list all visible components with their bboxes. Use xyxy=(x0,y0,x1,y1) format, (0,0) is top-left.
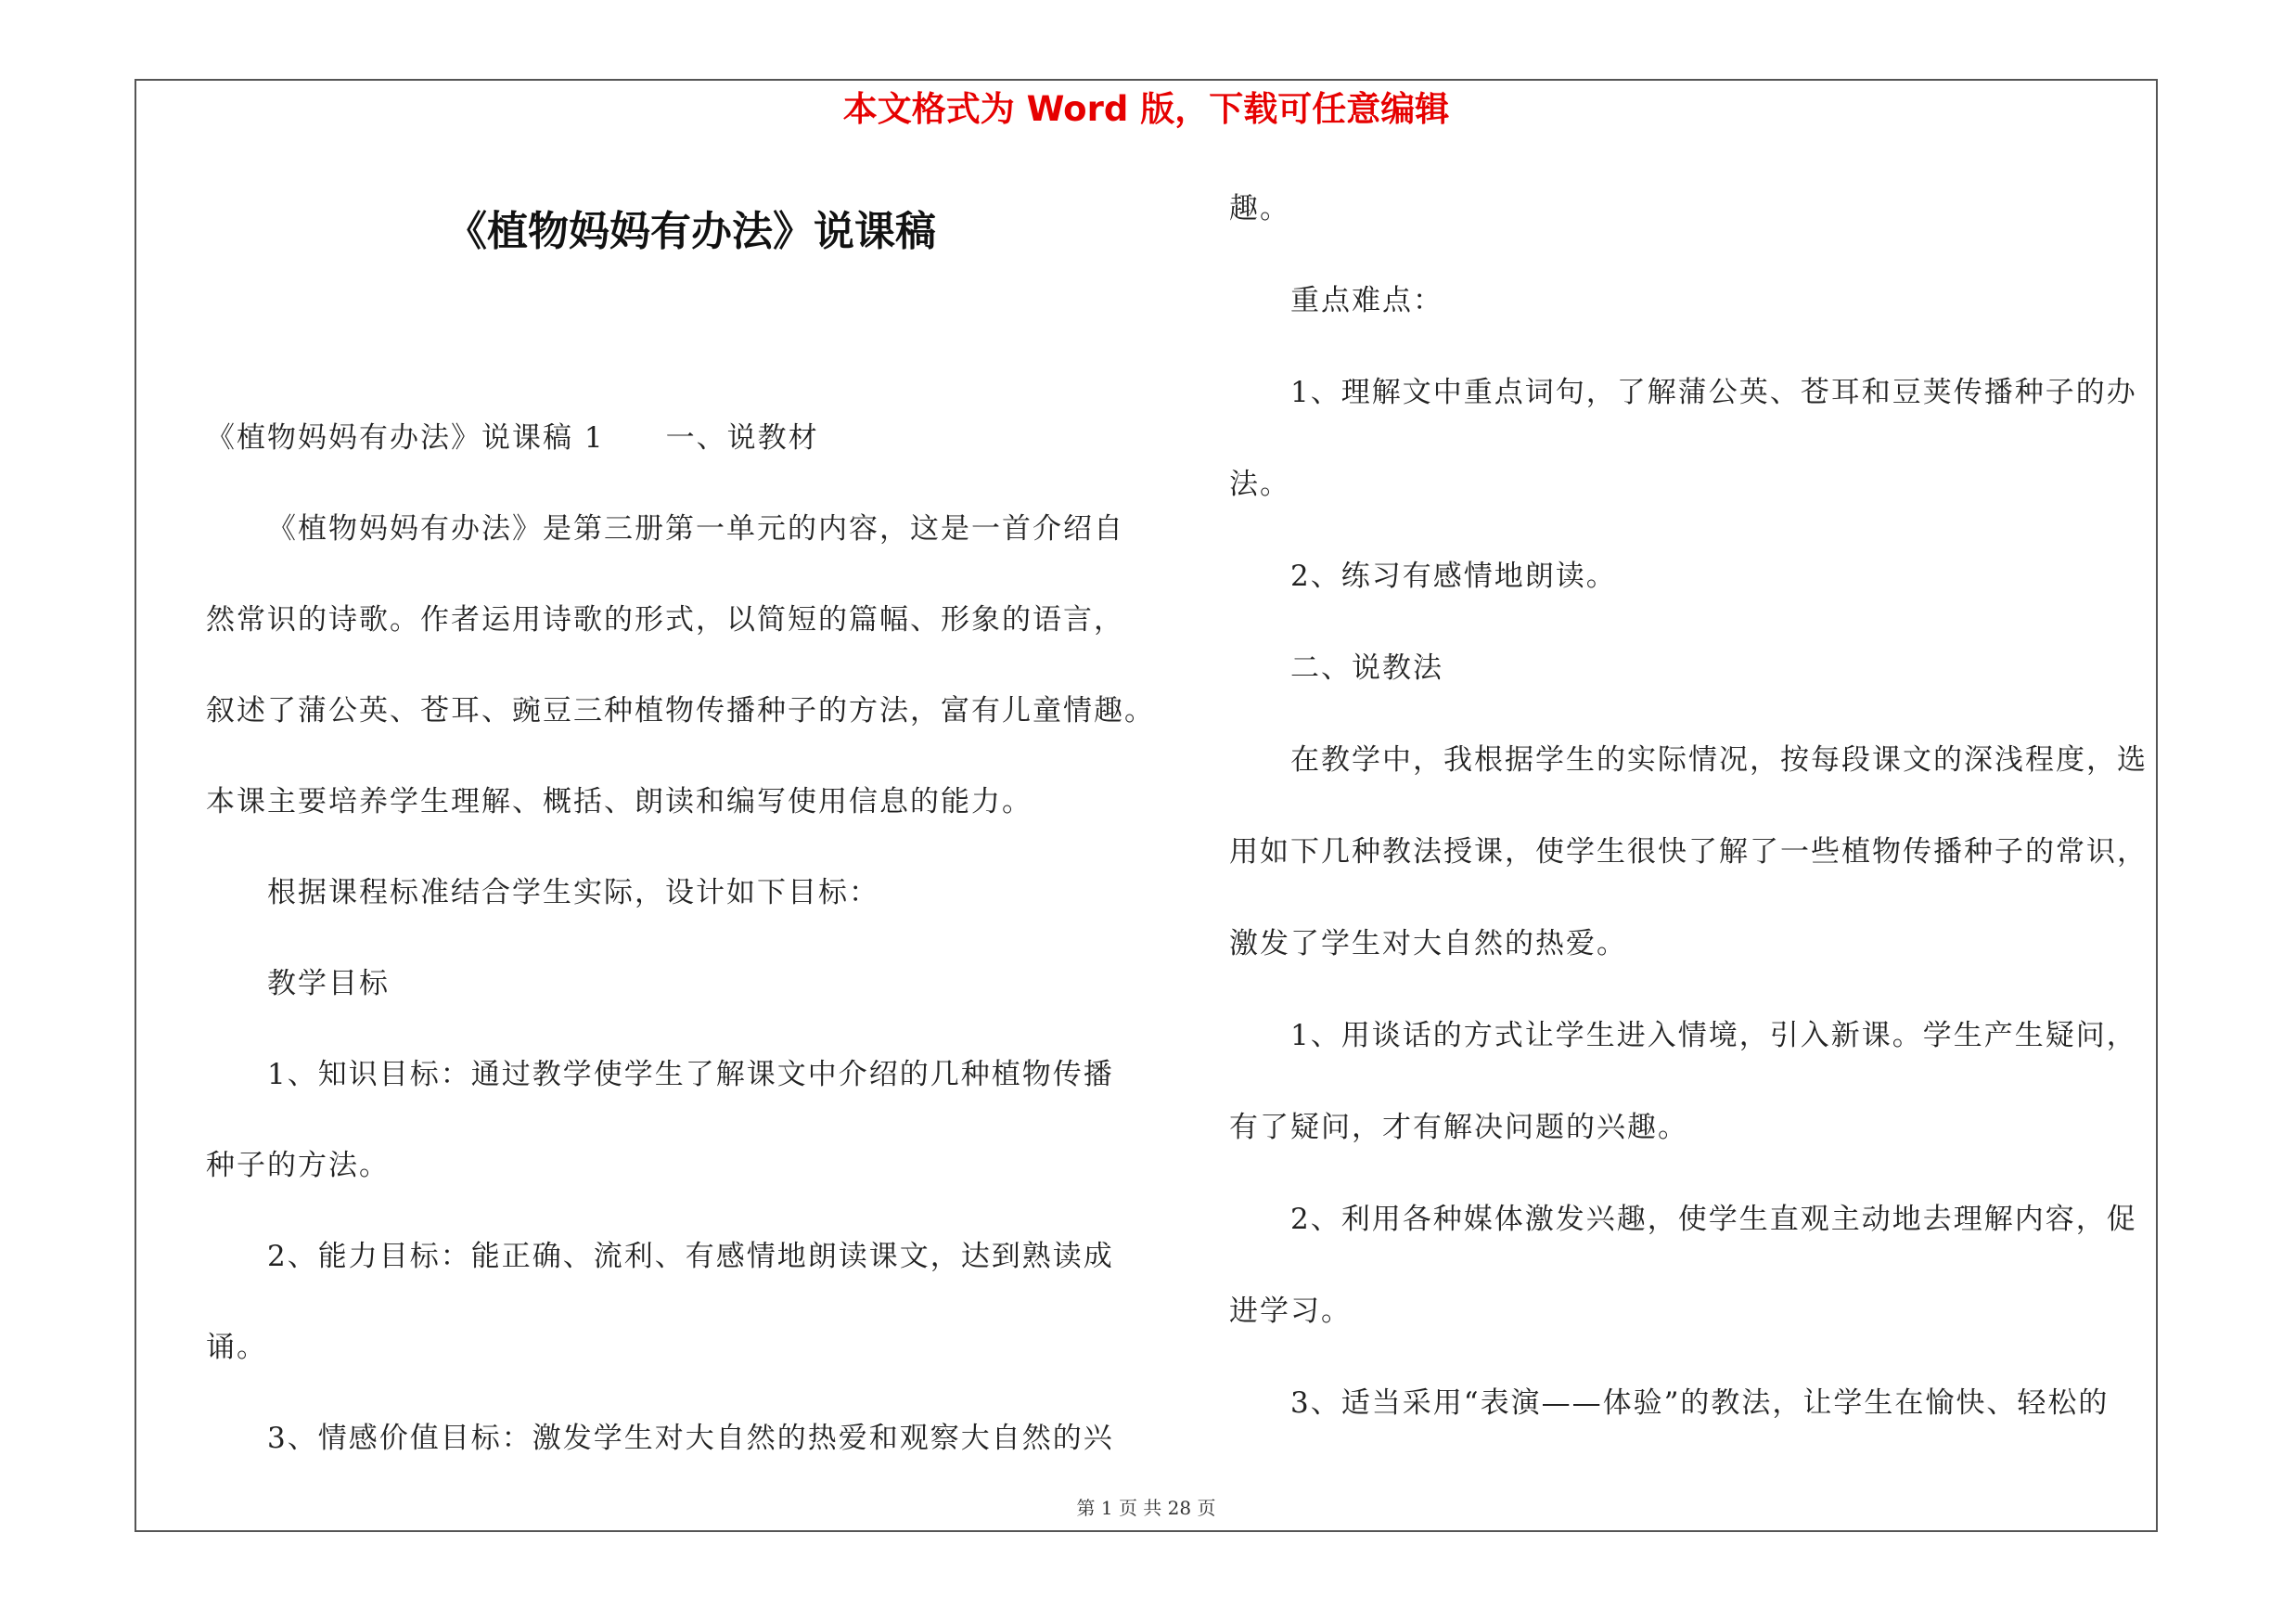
paragraph-line: 激发了学生对大自然的热爱。 xyxy=(1229,927,1627,960)
paragraph-line: 叙述了蒲公英、苍耳、豌豆三种植物传播种子的方法，富有儿童情趣。 xyxy=(206,694,1155,728)
paragraph-line: 在教学中，我根据学生的实际情况，按每段课文的深浅程度，选 xyxy=(1290,743,2148,777)
paragraph-line: 《植物妈妈有办法》是第三册第一单元的内容，这是一首介绍自 xyxy=(267,512,1124,546)
paragraph-line: 进学习。 xyxy=(1229,1295,1352,1328)
paragraph-line: 重点难点： xyxy=(1290,284,1443,317)
paragraph-line: 有了疑问，才有解决问题的兴趣。 xyxy=(1229,1111,1688,1144)
paragraph-line: 2、练习有感情地朗读。 xyxy=(1290,560,1617,593)
paragraph-line: 根据课程标准结合学生实际，设计如下目标： xyxy=(267,876,879,909)
paragraph-line: 2、利用各种媒体激发兴趣，使学生直观主动地去理解内容，促 xyxy=(1290,1203,2137,1236)
document-title: 《植物妈妈有办法》说课稿 xyxy=(446,208,936,255)
paragraph-line: 1、知识目标：通过教学使学生了解课文中介绍的几种植物传播 xyxy=(267,1058,1114,1091)
paragraph-line: 用如下几种教法授课，使学生很快了解了一些植物传播种子的常识， xyxy=(1229,835,2148,869)
paragraph-line: 教学目标 xyxy=(267,967,390,1000)
paragraph-line: 本课主要培养学生理解、概括、朗读和编写使用信息的能力。 xyxy=(206,785,1033,818)
paragraph-line: 二、说教法 xyxy=(1290,651,1443,685)
paragraph-line: 3、适当采用“表演——体验”的教法，让学生在愉快、轻松的 xyxy=(1290,1386,2110,1420)
paragraph-line: 《植物妈妈有办法》说课稿 1 一、说教材 xyxy=(206,421,819,455)
word-format-banner: 本文格式为 Word 版，下载可任意编辑 xyxy=(842,89,1450,129)
paragraph-line: 2、能力目标：能正确、流利、有感情地朗读课文，达到熟读成 xyxy=(267,1240,1114,1273)
paragraph-line: 然常识的诗歌。作者运用诗歌的形式，以简短的篇幅、形象的语言， xyxy=(206,603,1124,637)
paragraph-line: 法。 xyxy=(1229,468,1290,501)
page-number-footer: 第 1 页 共 28 页 xyxy=(1076,1497,1216,1519)
paragraph-line: 趣。 xyxy=(1229,192,1290,225)
paragraph-line: 诵。 xyxy=(206,1331,267,1364)
paragraph-line: 1、理解文中重点词句，了解蒲公英、苍耳和豆荚传播种子的办 xyxy=(1290,376,2137,409)
paragraph-line: 种子的方法。 xyxy=(206,1149,390,1182)
paragraph-line: 1、用谈话的方式让学生进入情境，引入新课。学生产生疑问， xyxy=(1290,1019,2137,1052)
paragraph-line: 3、情感价值目标：激发学生对大自然的热爱和观察大自然的兴 xyxy=(267,1422,1114,1455)
